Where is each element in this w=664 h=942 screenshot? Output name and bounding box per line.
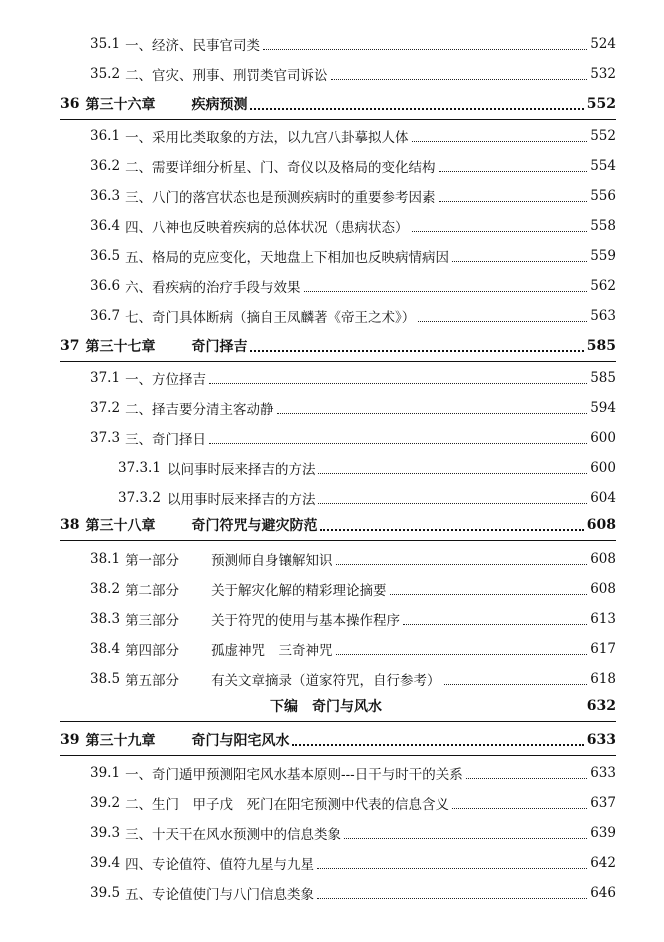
entry-number: 37.2 bbox=[90, 400, 121, 416]
chapter-number: 37 bbox=[60, 338, 80, 354]
entry-page: 559 bbox=[590, 248, 616, 264]
entry-number: 38.4 bbox=[90, 641, 121, 657]
toc-entry-39-4[interactable] bbox=[90, 848, 616, 878]
dot-leader bbox=[304, 291, 588, 292]
chapter-page: 633 bbox=[586, 732, 616, 748]
toc-chapter-38[interactable] bbox=[60, 510, 616, 540]
entry-number: 38.1 bbox=[90, 551, 121, 567]
entry-part: 第五部分 bbox=[125, 673, 180, 689]
toc-entry-37-2[interactable] bbox=[90, 393, 616, 423]
entry-page: 532 bbox=[590, 66, 616, 82]
entry-number: 37.3.1 bbox=[118, 460, 161, 476]
entry-number: 36.2 bbox=[90, 158, 121, 174]
toc-entry-39-2[interactable] bbox=[90, 788, 616, 818]
chapter-rule bbox=[60, 119, 616, 120]
entry-number: 39.1 bbox=[90, 765, 121, 781]
entry-title: 三、十天干在风水预测中的信息类象 bbox=[125, 827, 342, 843]
entry-number: 35.2 bbox=[90, 66, 121, 82]
dot-leader bbox=[452, 261, 587, 262]
entry-page: 608 bbox=[590, 551, 616, 567]
toc-entry-38-5[interactable] bbox=[90, 664, 616, 694]
chapter-title: 疾病预测 bbox=[191, 97, 248, 113]
dot-leader bbox=[336, 564, 588, 565]
entry-title: 四、专论值符、值符九星与九星 bbox=[125, 857, 315, 873]
entry-title: 四、八神也反映着疾病的总体状况（患病状态） bbox=[125, 220, 409, 236]
entry-number: 36.5 bbox=[90, 248, 121, 264]
entry-title: 五、专论值使门与八门信息类象 bbox=[125, 887, 315, 903]
entry-number: 39.4 bbox=[90, 855, 121, 871]
toc-entry-38-3[interactable] bbox=[90, 604, 616, 634]
toc-entry-37-3[interactable] bbox=[90, 423, 616, 453]
dot-leader bbox=[331, 79, 588, 80]
chapter-label: 第三十六章 bbox=[85, 97, 156, 113]
toc-entry-36-7[interactable] bbox=[90, 301, 616, 331]
entry-page: 642 bbox=[590, 855, 616, 871]
volume-title: 下编 奇门与风水 bbox=[270, 699, 382, 715]
entry-number: 37.1 bbox=[90, 370, 121, 386]
entry-number: 35.1 bbox=[90, 36, 121, 52]
toc-entry-36-3[interactable] bbox=[90, 181, 616, 211]
toc-chapter-36[interactable] bbox=[60, 89, 616, 119]
entry-page: 585 bbox=[590, 370, 616, 386]
toc-entry-39-5[interactable] bbox=[90, 878, 616, 908]
toc-entry-38-1[interactable] bbox=[90, 544, 616, 574]
toc-entry-36-1[interactable] bbox=[90, 121, 616, 151]
toc-entry-36-2[interactable] bbox=[90, 151, 616, 181]
chapter-number: 36 bbox=[60, 96, 80, 112]
entry-page: 618 bbox=[590, 671, 616, 687]
entry-number: 38.2 bbox=[90, 581, 121, 597]
entry-number: 39.3 bbox=[90, 825, 121, 841]
dot-leader bbox=[444, 684, 588, 685]
chapter-rule bbox=[60, 755, 616, 756]
entry-title: 有关文章摘录（道家符咒，自行参考） bbox=[211, 673, 441, 689]
entry-title: 一、方位择吉 bbox=[125, 372, 207, 388]
dot-leader bbox=[452, 808, 587, 809]
dot-leader bbox=[439, 201, 588, 202]
entry-title: 孤虚神咒 三奇神咒 bbox=[211, 643, 333, 659]
entry-page: 613 bbox=[590, 611, 616, 627]
entry-page: 552 bbox=[590, 128, 616, 144]
toc-entry-36-6[interactable] bbox=[90, 271, 616, 301]
toc-entry-38-4[interactable] bbox=[90, 634, 616, 664]
entry-title: 以问事时辰来择吉的方法 bbox=[166, 462, 316, 478]
entry-page: 639 bbox=[590, 825, 616, 841]
toc-entry-37-1[interactable] bbox=[90, 363, 616, 393]
toc-entry-35-1[interactable] bbox=[90, 29, 616, 59]
toc-volume-header[interactable] bbox=[60, 691, 616, 721]
chapter-label: 第三十九章 bbox=[85, 733, 156, 749]
entry-number: 36.1 bbox=[90, 128, 121, 144]
entry-part: 第三部分 bbox=[125, 613, 180, 629]
entry-title: 二、官灾、刑事、刑罚类官司诉讼 bbox=[125, 68, 328, 84]
chapter-page: 552 bbox=[586, 96, 616, 112]
dot-leader bbox=[250, 350, 583, 352]
toc-chapter-37[interactable] bbox=[60, 331, 616, 361]
entry-title: 二、生门 甲子戊 死门在阳宅预测中代表的信息含义 bbox=[125, 797, 450, 813]
entry-page: 554 bbox=[590, 158, 616, 174]
dot-leader bbox=[318, 473, 587, 474]
dot-leader bbox=[412, 231, 588, 232]
entry-page: 600 bbox=[590, 430, 616, 446]
entry-page: 608 bbox=[590, 581, 616, 597]
entry-title: 预测师自身镶解知识 bbox=[211, 553, 333, 569]
toc-chapter-39[interactable] bbox=[60, 725, 616, 755]
toc-entry-38-2[interactable] bbox=[90, 574, 616, 604]
entry-title: 五、格局的克应变化，天地盘上下相加也反映病情病因 bbox=[125, 250, 450, 266]
chapter-title: 奇门与阳宅风水 bbox=[191, 733, 290, 749]
entry-number: 38.5 bbox=[90, 671, 121, 687]
chapter-title: 奇门符咒与避灾防范 bbox=[191, 518, 318, 534]
toc-entry-37-3-1[interactable] bbox=[118, 453, 616, 483]
chapter-page: 585 bbox=[586, 338, 616, 354]
dot-leader bbox=[418, 321, 587, 322]
dot-leader bbox=[412, 141, 588, 142]
chapter-page: 608 bbox=[586, 517, 616, 533]
entry-title: 二、需要详细分析星、门、奇仪以及格局的变化结构 bbox=[125, 160, 436, 176]
entry-title: 一、奇门遁甲预测阳宅风水基本原则---日干与时干的关系 bbox=[125, 767, 463, 783]
dot-leader bbox=[250, 108, 583, 110]
dot-leader bbox=[320, 529, 583, 531]
dot-leader bbox=[209, 443, 587, 444]
chapter-number: 39 bbox=[60, 732, 80, 748]
chapter-rule bbox=[60, 540, 616, 541]
entry-title: 三、八门的落宫状态也是预测疾病时的重要参考因素 bbox=[125, 190, 436, 206]
dot-leader bbox=[292, 744, 583, 746]
entry-page: 617 bbox=[590, 641, 616, 657]
entry-part: 第二部分 bbox=[125, 583, 180, 599]
entry-page: 563 bbox=[590, 308, 616, 324]
entry-number: 36.3 bbox=[90, 188, 121, 204]
toc-entry-39-1[interactable] bbox=[90, 758, 616, 788]
entry-page: 600 bbox=[590, 460, 616, 476]
entry-title: 一、采用比类取象的方法，以九宫八卦摹拟人体 bbox=[125, 130, 409, 146]
dot-leader bbox=[317, 898, 587, 899]
entry-title: 一、经济、民事官司类 bbox=[125, 38, 261, 54]
toc-entry-37-3-2[interactable] bbox=[118, 483, 616, 513]
dot-leader bbox=[439, 171, 588, 172]
entry-page: 562 bbox=[590, 278, 616, 294]
dot-leader bbox=[263, 49, 587, 50]
entry-number: 36.7 bbox=[90, 308, 121, 324]
entry-number: 38.3 bbox=[90, 611, 121, 627]
toc-entry-36-4[interactable] bbox=[90, 211, 616, 241]
entry-title: 七、奇门具体断病（摘自王凤麟著《帝王之术》） bbox=[125, 310, 416, 326]
entry-number: 39.2 bbox=[90, 795, 121, 811]
entry-page: 646 bbox=[590, 885, 616, 901]
entry-title: 六、看疾病的治疗手段与效果 bbox=[125, 280, 301, 296]
entry-number: 37.3 bbox=[90, 430, 121, 446]
chapter-label: 第三十八章 bbox=[85, 518, 156, 534]
entry-number: 37.3.2 bbox=[118, 490, 161, 506]
entry-number: 39.5 bbox=[90, 885, 121, 901]
entry-page: 556 bbox=[590, 188, 616, 204]
dot-leader bbox=[403, 624, 587, 625]
entry-page: 604 bbox=[590, 490, 616, 506]
chapter-title: 奇门择吉 bbox=[191, 339, 248, 355]
dot-leader bbox=[277, 413, 588, 414]
entry-page: 637 bbox=[590, 795, 616, 811]
toc-entry-35-2[interactable] bbox=[90, 59, 616, 89]
entry-title: 三、奇门择日 bbox=[125, 432, 207, 448]
entry-number: 36.4 bbox=[90, 218, 121, 234]
toc-entry-39-3[interactable] bbox=[90, 818, 616, 848]
volume-rule bbox=[60, 721, 616, 722]
entry-title: 关于符咒的使用与基本操作程序 bbox=[211, 613, 401, 629]
entry-page: 633 bbox=[590, 765, 616, 781]
entry-page: 558 bbox=[590, 218, 616, 234]
entry-title: 以用事时辰来择吉的方法 bbox=[166, 492, 316, 508]
dot-leader bbox=[344, 838, 587, 839]
chapter-label: 第三十七章 bbox=[85, 339, 156, 355]
dot-leader bbox=[318, 503, 587, 504]
toc-entry-36-5[interactable] bbox=[90, 241, 616, 271]
entry-page: 524 bbox=[590, 36, 616, 52]
entry-part: 第四部分 bbox=[125, 643, 180, 659]
entry-title: 二、择吉要分清主客动静 bbox=[125, 402, 274, 418]
entry-part: 第一部分 bbox=[125, 553, 180, 569]
entry-page: 594 bbox=[590, 400, 616, 416]
chapter-rule bbox=[60, 361, 616, 362]
volume-page: 632 bbox=[586, 698, 616, 714]
dot-leader bbox=[390, 594, 588, 595]
entry-title: 关于解灾化解的精彩理论摘要 bbox=[211, 583, 387, 599]
dot-leader bbox=[317, 868, 587, 869]
chapter-number: 38 bbox=[60, 517, 80, 533]
dot-leader bbox=[209, 383, 587, 384]
entry-number: 36.6 bbox=[90, 278, 121, 294]
dot-leader bbox=[466, 778, 587, 779]
dot-leader bbox=[336, 654, 588, 655]
